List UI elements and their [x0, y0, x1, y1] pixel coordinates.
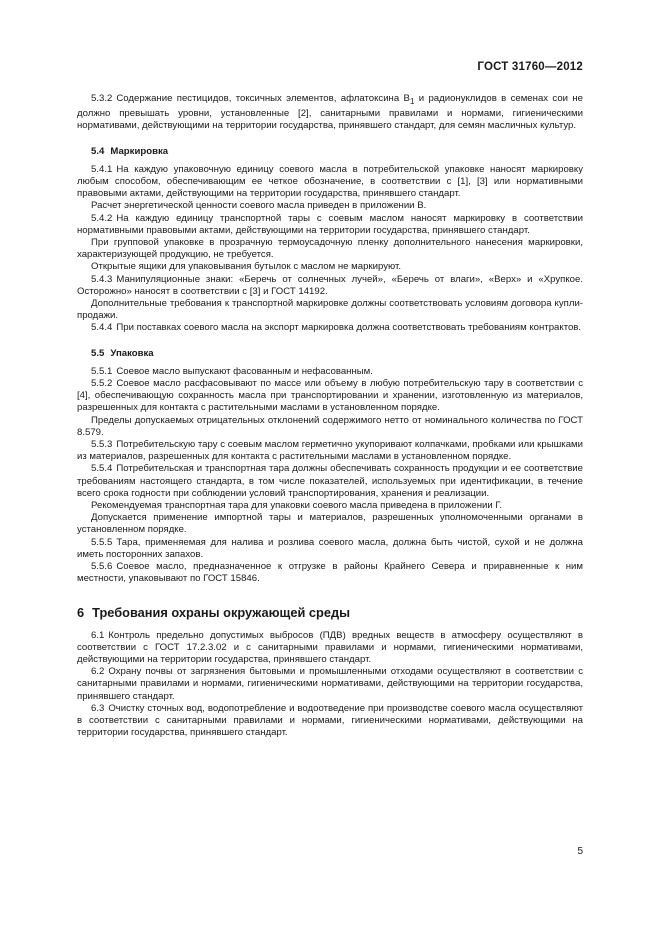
paragraph-5-5-2: [77, 378, 583, 415]
section-title: Требования охраны окружающей среды: [92, 605, 350, 621]
paragraph-5-5-4: [77, 463, 583, 500]
paragraph-5-4-2-c: Открытые ящики для упаковывания бутылок с маслом не маркируют.: [91, 261, 401, 273]
paragraph-5-4-3: [77, 274, 583, 298]
paragraph-5-5-1: [77, 366, 583, 378]
paragraph-text: Потребительская и транспортная тара должны обеспечивать сохранность продукции и ее соответствие требованиям настоящего стандарта, в том числе показателей, используемых при идентификации, в течение всего срока годности при соблюдении условий транспортирования, хранения и реализации.: [77, 463, 583, 499]
paragraph-number: 5.5.1: [91, 365, 113, 377]
paragraph-text: На каждую упаковочную единицу соевого масла в потребительской упаковке наносят маркировку любым способом, обеспечивающим ее четкое обозначение, в соответствии с [1], [3] или нормативными правовыми актами, действующими на территории государства, принявшего стандарт.: [77, 163, 583, 200]
section-heading-5-5: [77, 348, 583, 360]
paragraph-number: 6.2: [91, 666, 105, 678]
paragraph-number: 5.5.3: [91, 438, 113, 450]
paragraph-5-4-2: [77, 213, 583, 237]
paragraph-number: 5.5.4: [91, 463, 113, 475]
section-heading-6: [77, 607, 583, 619]
paragraph-text: Тара, применяемая для налива и розлива соевого масла, должна быть чистой, сухой и не должна иметь посторонних запахов.: [77, 536, 583, 560]
paragraph-text: Манипуляционные знаки: «Беречь от солнечных лучей», «Беречь от влаги», «Верх» и «Хрупкое. Осторожно» наносят в соответствии с [3] и ГОСТ 14192.: [77, 273, 583, 297]
subscript: 1: [409, 96, 415, 106]
paragraph-5-5-5: [77, 537, 583, 561]
paragraph-number: 5.5.2: [91, 377, 113, 389]
section-number: 5.4: [91, 145, 105, 157]
paragraph-5-5-4-c: Допускается применение импортной тары и материалов, разрешенных уполномоченными органами в установленном порядке.: [77, 512, 583, 536]
paragraph-text: Содержание пестицидов, токсичных элементов, афлатоксина В: [116, 93, 410, 104]
paragraph-6-1: [77, 630, 583, 667]
paragraph-5-5-4-b: Рекомендуемая транспортная тара для упаковки соевого масла приведена в приложении Г.: [91, 500, 503, 511]
paragraph-number: 5.5.5: [91, 536, 113, 548]
paragraph-text: Контроль предельно допустимых выбросов (ПДВ) вредных веществ в атмосферу осуществляют в соответствии с ГОСТ 17.2.3.02 и с санитарными правилами и нормами, гигиеническими нормативами, действующими на территории государства, принявшего стандарт.: [77, 629, 583, 666]
paragraph-number: 5.4.4: [91, 322, 113, 334]
paragraph-5-4-3-b: Дополнительные требования к транспортной маркировке должны соответствовать условиям договора купли-продажи.: [77, 297, 583, 322]
paragraph-5-5-2-b: Пределы допускаемых отрицательных отклонений содержимого нетто от номинального количества по ГОСТ 8.579.: [77, 414, 583, 438]
paragraph-number: 5.4.2: [91, 212, 113, 224]
paragraph-5-5-6: [77, 561, 583, 585]
paragraph-text-cont: и радионуклидов в семенах сои не должно превышать уровни, установленные [2], санитарными правилами и нормами, гигиеническими нормативами, действующими на территории государства, принявшего стандарт, для семян масличных культур.: [77, 93, 583, 132]
section-heading-5-4: [77, 146, 583, 158]
paragraph-5-4-1-b: Расчет энергетической ценности соевого масла приведен в приложении В.: [91, 200, 427, 212]
paragraph-text: На каждую единицу транспортной тары с соевым маслом наносят маркировку в соответствии нормативными правовыми актами, действующими на территории государства, принявшего стандарт.: [77, 212, 583, 236]
paragraph-number: 6.3: [91, 702, 105, 714]
standard-code-header: ГОСТ 31760—2012: [477, 61, 583, 73]
paragraph-text: Соевое масло расфасовывают по массе или объему в любую потребительскую тару в соответствии с [4], обеспечивающую сохранность масла при транспортировании и хранении, изготовленную из материалов, разрешенных для контакта с растительными маслами в установленном порядке.: [77, 377, 583, 414]
section-title: Упаковка: [110, 347, 154, 359]
paragraph-text: Очистку сточных вод, водопотребление и водоотведение при производстве соевого масла осуществляют в соответствии с санитарными правилами и нормами, гигиеническими нормативами, действующими на территории государства, принявшего стандарт.: [77, 702, 583, 739]
paragraph-5-5-3: [77, 439, 583, 463]
document-body: [77, 93, 583, 739]
paragraph-text: Охрану почвы от загрязнения бытовыми и промышленными отходами осуществляют в соответствии с санитарными правилами и нормами, гигиеническими нормативами, действующими на территории государства, принявшего стандарт.: [77, 666, 583, 702]
paragraph-6-2: [77, 666, 583, 703]
section-number: 6: [77, 605, 85, 621]
section-number: 5.5: [91, 347, 105, 359]
paragraph-text: Соевое масло, предназначенное к отгрузке в районы Крайнего Севера и приравненные к ним местности, упаковывают по ГОСТ 15846.: [77, 561, 583, 585]
paragraph-6-3: [77, 703, 583, 740]
paragraph-5-4-1: [77, 164, 583, 201]
paragraph-5-4-4: [77, 322, 583, 334]
paragraph-number: 5.3.2: [91, 93, 113, 104]
paragraph-number: 6.1: [91, 629, 105, 641]
paragraph-number: 5.5.6: [91, 561, 113, 573]
page-number: 5: [577, 846, 583, 857]
paragraph-5-3-2: [77, 93, 583, 133]
paragraph-5-4-2-b: При групповой упаковке в прозрачную термоусадочную пленку дополнительного нанесения маркировки, характеризующей продукцию, не требуется.: [77, 236, 583, 261]
paragraph-number: 5.4.1: [91, 163, 113, 175]
section-title: Маркировка: [110, 145, 169, 157]
paragraph-text: Соевое масло выпускают фасованным и нефасованным.: [116, 365, 373, 377]
paragraph-number: 5.4.3: [91, 273, 113, 285]
paragraph-text: При поставках соевого масла на экспорт маркировка должна соответствовать требованиям контрактов.: [116, 322, 582, 334]
paragraph-text: Потребительскую тару с соевым маслом герметично укупоривают колпачками, пробками или крышками из материалов, разрешенных для контакта с растительными маслами в установленном порядке.: [77, 438, 583, 463]
